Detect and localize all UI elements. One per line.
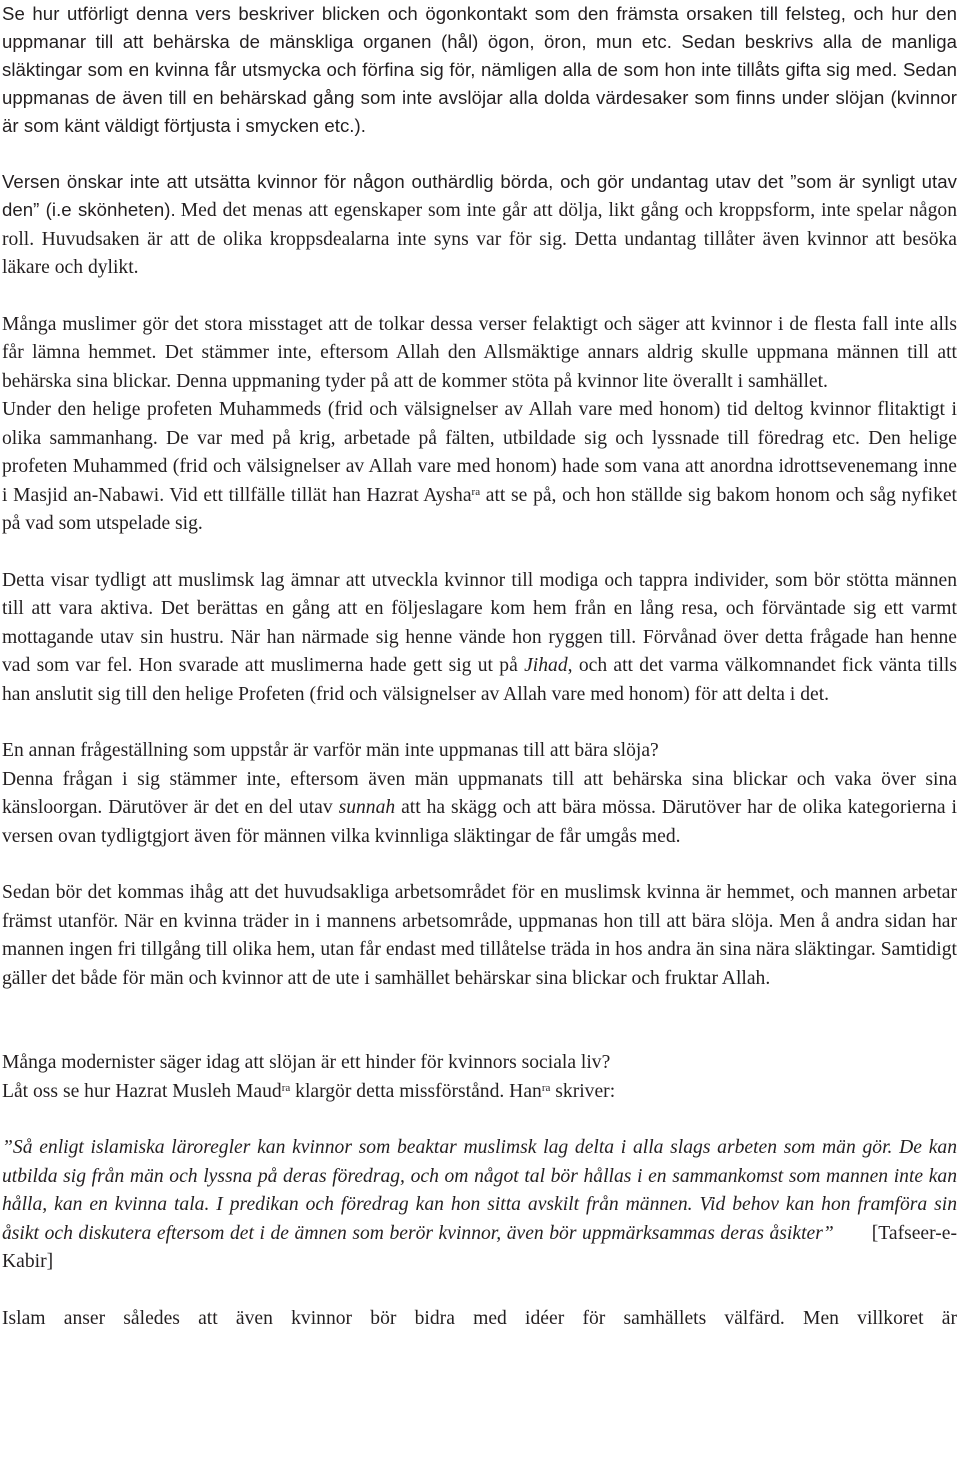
paragraph-gap (2, 851, 957, 879)
text-verse-gait: Sedan uppmanas de även till en behärskad gång som inte avslöjar alla dolda värdesaker som finns under slöjan (kvinnor är som känt väldigt förtjusta i smycken etc.). (2, 59, 957, 136)
text-clarifies: klargör detta missförstånd. Han (290, 1080, 542, 1102)
text-musleh-maud: Låt oss se hur Hazrat Musleh Maud (2, 1080, 282, 1102)
paragraph-exception (2, 168, 957, 283)
paragraph-gap (2, 283, 957, 311)
paragraph-gap (2, 1277, 957, 1305)
text-prophet-era-end: att se på, och hon ställde sig bakom honom och såg nyfiket på vad som utspelade sig. (2, 484, 958, 534)
text-answer: Denna frågan i sig stämmer inte, eftersom även män uppmanats till att behärska sina blickar och vaka över sina känsloorgan. Därutöver är det en del utav (2, 768, 957, 818)
paragraph-misconception: Många muslimer gör det stora misstaget att de tolkar dessa verser felaktigt och säger att kvinnor i de flesta fall inte alls får lämna hemmet. Det stämmer inte, eftersom Allah den Allsmäktige annars aldrig skulle uppmana männen till att behärska sina blickar. Denna uppmaning tyder på att de kommer stöta på kvinnor lite överallt i samhället. (2, 313, 957, 392)
text-answer-end: att ha skägg och att bära mössa. Därutöver har de olika kategorierna i versen ovan tydligtgjort även för männen vilka kvinnliga släktingar de får umgås med. (2, 797, 957, 847)
paragraph-gap (2, 1106, 957, 1134)
text-courage-end: , och att det varma välkomnandet fick vänta tills han anslutit sig till den helige Profeten (frid och välsignelser av Allah vare med honom) för att delta i det. (2, 655, 957, 705)
superscript-ra: ra (281, 1081, 291, 1094)
superscript-ra: ra (471, 485, 481, 498)
paragraph-gap (2, 140, 957, 168)
text-sunnah: sunnah (338, 797, 396, 818)
paragraph-work-area: Sedan bör det kommas ihåg att det huvudsakliga arbetsområdet för en muslimsk kvinna är hemmet, och mannen arbetar främst utanför. När en kvinna träder in i mannens arbetsområde, uppmanas hon till att bära slöja. Men å andra sidan har mannen ingen fri tillgång till olika hem, utan får endast med tillåtelse träda in hos andra än sina nära släktingar. Samtidigt gäller det både för män och kvinnor att de ute i samhället behärskar sina blickar och fruktar Allah. (2, 882, 957, 989)
quote-text: ”Så enligt islamiska läroregler kan kvinnor som beaktar muslimsk lag delta i alla slags arbeten som män gör. De kan utbilda sig från män och lyssna på deras föredrag, och om något tal bör hållas i en sammankomst som mannen inte kan hålla, kan en kvinna tala. I predikan och föredrag kan hon sitta avskilt från männen. Vid behov kan hon framföra sin åsikt och diskutera eftersom det i de ämnen som berör kvinnor, även bör uppmärksammas deras åsikter” (2, 1137, 957, 1244)
text-jihad: Jihad (524, 655, 568, 676)
paragraph-conclusion: Islam anser således att även kvinnor bör bidra med idéer för samhällets välfärd. Men villkoret är (2, 1307, 957, 1329)
text-exception-detail: Med det menas att egenskaper som inte går att dölja, likt gång och kroppsform, inte spelar någon roll. Huvudsaken är att de olika kroppsdealarna inte syns var för sig. Detta undantag tillåter även kvinnor att besöka läkare och dylikt. (2, 200, 958, 278)
text-prophet-era: Under den helige profeten Muhammeds (frid och välsignelser av Allah vare med honom) tid deltog kvinnor flitaktigt i olika sammanhang. De var med på krig, arbetade på fälten, utbildade sig och lyssnade till föredrag etc. Den helige profeten Muhammed (frid och välsignelser av Allah vare med honom) hade som vana att anordna idrottsevenemang inne i Masjid an-Nabawi. Vid ett tillfälle tillät han Hazrat Aysha (2, 399, 957, 506)
paragraph-question: En annan frågeställning som uppstår är varför män inte uppmanas till att bära slöja? (2, 740, 659, 761)
paragraph-courage (2, 567, 957, 710)
text-courage: Detta visar tydligt att muslimsk lag ämnar att utveckla kvinnor till modiga och tappra individer, som bör stötta männen till att vara aktiva. Det berättas en gång att en följeslagare kom hem från en lång resa, och förväntade sig ett varmt mottagande utav sin hustru. När han närmade sig henne vände hon ryggen till. Förvånad över detta frågade han henne vad som var fel. Hon svarade att muslimerna hade gett sig ut på (2, 569, 957, 676)
text-writes: skriver: (550, 1080, 616, 1102)
paragraph-answer (2, 766, 957, 852)
paragraph-prophet-era (2, 396, 957, 539)
paragraph-gap (2, 993, 957, 1049)
paragraph-modernists: Många modernister säger idag att slöjan är ett hinder för kvinnors sociala liv? (2, 1052, 611, 1073)
paragraph-gap (2, 539, 957, 567)
blockquote-tafseer (2, 1134, 957, 1277)
paragraph-verse-description (2, 0, 957, 140)
paragraph-gap (2, 709, 957, 737)
text-exception-intro: Versen önskar inte att utsätta kvinnor för någon outhärdlig börda, och gör undantag utav det ”som är synligt utav den” (i.e skönheten). (2, 171, 957, 220)
paragraph-musleh-maud (2, 1078, 957, 1107)
superscript-ra: ra (541, 1081, 551, 1094)
text-verse-gaze: Se hur utförligt denna vers beskriver blicken och ögonkontakt som den främsta orsaken till felsteg, och hur den uppmanar till att behärska de mänskliga organen (hål) ögon, öron, mun etc. Sedan beskrivs alla de manliga släktingar som en kvinna får utsmycka och förfina sig för, nämligen alla de som hon inte tillåts gifta sig med. (2, 3, 957, 80)
document-page (2, 0, 957, 1333)
quote-source: [Tafseer-e-Kabir] (2, 1222, 957, 1272)
